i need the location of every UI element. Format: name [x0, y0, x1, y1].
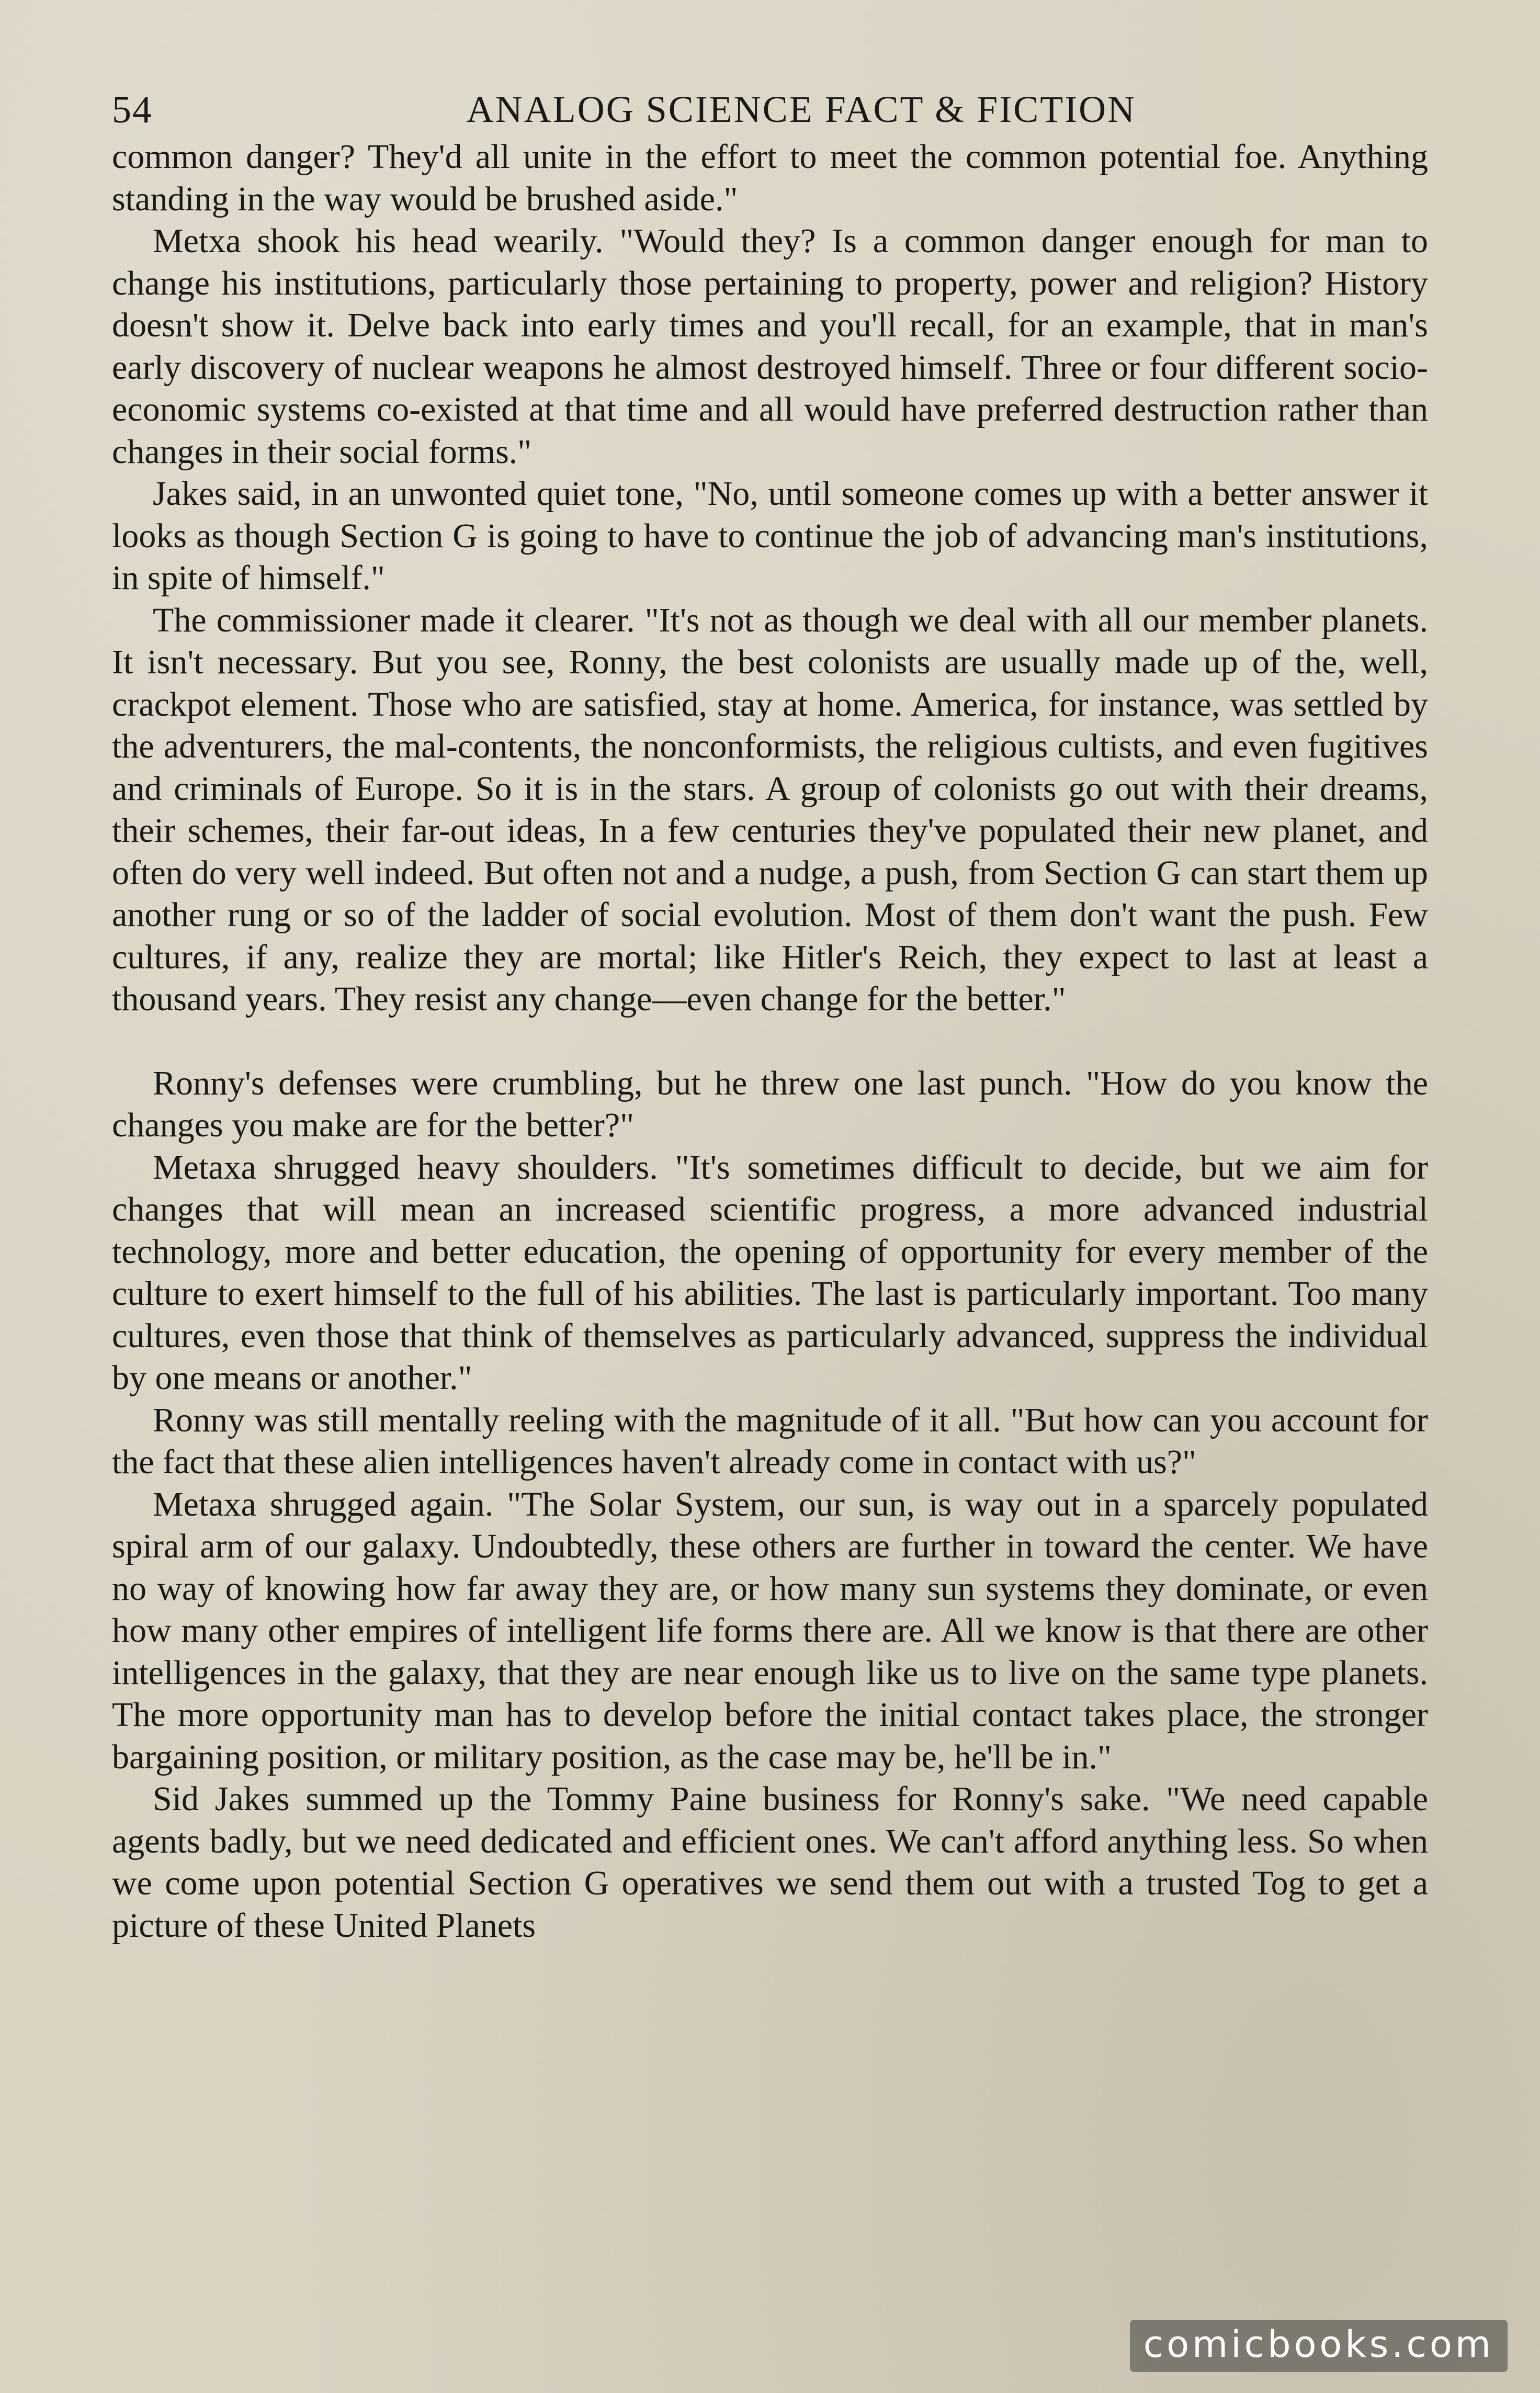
book-page: [112, 78, 1428, 2328]
section-break: [112, 1021, 1428, 1063]
paragraph: common danger? They'd all unite in the effort to meet the common potential foe. Anything standing in the way would be brushed aside.": [112, 138, 1428, 218]
paragraph: Ronny was still mentally reeling with the magnitude of it all. "But how can you account for the fact that these alien intelligences haven't already come in contact with us?": [112, 1401, 1428, 1481]
paragraph: Metxa shook his head wearily. "Would they? Is a common danger enough for man to change his institutions, particularly those pertaining to property, power and religion? History doesn't show it. Delve back into early times and you'll recall, for an example, that in man's early discovery of nuclear weapons he almost destroyed himself. Three or four different socio-economic systems co-existed at that time and all would have preferred destruction rather than changes in their social forms.": [112, 222, 1428, 471]
watermark: comicbooks.com: [1130, 2320, 1508, 2372]
paragraph: Metaxa shrugged again. "The Solar System, our sun, is way out in a sparcely populated spiral arm of our galaxy. Undoubtedly, these others are further in toward the center. We have no way of knowing how far away they are, or how many sun systems they dominate, or even how many other empires of intelligent life forms there are. All we know is that there are other intelligences in the galaxy, that they are near enough like us to live on the same type planets. The more opportunity man has to develop before the initial contact takes place, the stronger bargaining position, or military position, as the case may be, he'll be in.": [112, 1485, 1428, 1776]
body-text: [112, 136, 1428, 1947]
page-number: 54: [112, 88, 153, 131]
page-header: [112, 78, 1428, 136]
paragraph: Ronny's defenses were crumbling, but he threw one last punch. "How do you know the changes you make are for the better?": [112, 1064, 1428, 1144]
paragraph: Metaxa shrugged heavy shoulders. "It's sometimes difficult to decide, but we aim for changes that will mean an increased scientific progress, a more advanced industrial technology, more and better education, the opening of opportunity for every member of the culture to exert himself to the full of his abilities. The last is particularly important. Too many cultures, even those that think of themselves as particularly advanced, suppress the individual by one means or another.": [112, 1148, 1428, 1397]
paragraph: Sid Jakes summed up the Tommy Paine business for Ronny's sake. "We need capable agents badly, but we need dedicated and efficient ones. We can't afford anything less. So when we come upon potential Section G operatives we send them out with a trusted Tog to get a picture of these United Planets: [112, 1780, 1428, 1945]
paragraph: Jakes said, in an unwonted quiet tone, "No, until someone comes up with a better answer it looks as though Section G is going to have to continue the job of advancing man's institutions, in spite of himself.": [112, 475, 1428, 597]
paragraph: The commissioner made it clearer. "It's not as though we deal with all our member planets. It isn't necessary. But you see, Ronny, the best colonists are usually made up of the, well, crackpot element. Those who are satisfied, stay at home. America, for instance, was settled by the adventurers, the mal-contents, the nonconformists, the religious cultists, and even fugitives and criminals of Europe. So it is in the stars. A group of colonists go out with their dreams, their schemes, their far-out ideas, In a few centuries they've populated their new planet, and often do very well indeed. But often not and a nudge, a push, from Section G can start them up another rung or so of the ladder of social evolution. Most of them don't want the push. Few cultures, if any, realize they are mortal; like Hitler's Reich, they expect to last at least a thousand years. They resist any change—even change for the better.": [112, 601, 1428, 1018]
running-head: ANALOG SCIENCE FACT & FICTION: [466, 88, 1137, 130]
